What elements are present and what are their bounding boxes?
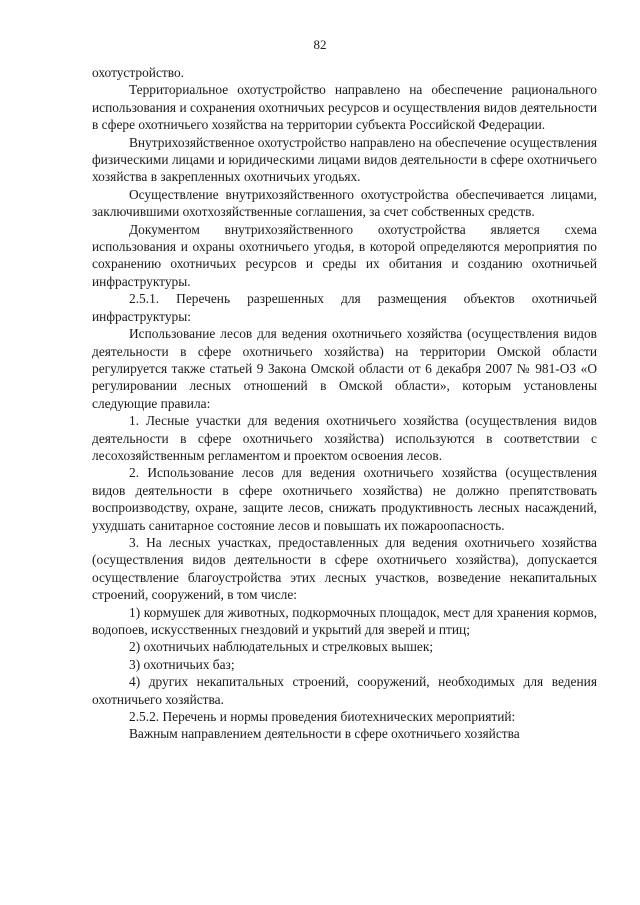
section-heading-2-5-1: 2.5.1. Перечень разрешенных для размещения объектов охотничьей инфраструктуры: — [92, 291, 597, 324]
rule-item-2: 2. Использование лесов для ведения охотничьего хозяйства (осуществления видов деятельности в сфере охотничьего хозяйства) не должно препятствовать воспроизводству, охране, защите лесов, снижать продуктивность лесных насаждений, ухудшать санитарное состояние лесов и повышать их пожароопасность. — [92, 465, 597, 533]
list-item-3: 3) охотничьих баз; — [129, 656, 235, 672]
paragraph-implementation-funding: Осуществление внутрихозяйственного охотустройства обеспечивается лицами, заключившими охотхозяйственные соглашения, за счет собственных средств. — [92, 186, 597, 220]
list-item-1: 1) кормушек для животных, подкормочных площадок, мест для хранения кормов, водопоев, искусственных гнездовий и укрытий для зверей и птиц; — [92, 604, 597, 637]
paragraph-territorial-hunting-management: Территориальное охотустройство направлено на обеспечение рационального использования и сохранения охотничьих ресурсов и осуществления видов деятельности в сфере охотничьего хозяйства на территории субъекта Российской Федерации. — [92, 82, 597, 133]
page-number: 82 — [313, 37, 327, 52]
paragraph-continuation: охотустройство. — [92, 65, 185, 80]
document-body — [92, 64, 597, 743]
paragraph-intra-economic-hunting-management: Внутрихозяйственное охотустройство направлено на обеспечение осуществления физическими лицами и юридическими лицами видов деятельности в сфере охотничьего хозяйства в закрепленных охотничьих угодьях. — [92, 134, 597, 185]
section-heading-2-5-2: 2.5.2. Перечень и нормы проведения биотехнических мероприятий: — [129, 709, 516, 725]
paragraph-forest-use-law: Использование лесов для ведения охотничьего хозяйства (осуществления видов деятельности в сфере охотничьего хозяйства) на территории Омской области регулируется также статьей 9 Закона Омской области от 6 декабря 2007 № 981-ОЗ «О регулировании лесных отношений в Омской области», которым установлены следующие правила: — [92, 326, 597, 411]
paragraph-important-direction: Важным направлением деятельности в сфере охотничьего хозяйства — [129, 726, 520, 742]
rule-item-3: 3. На лесных участках, предоставленных для ведения охотничьего хозяйства (осуществления видов деятельности в сфере охотничьего хозяйства), допускается осуществление благоустройства этих лесных участков, возведение некапитальных строений, сооружений, в том числе: — [92, 534, 597, 603]
list-item-4: 4) других некапитальных строений, сооружений, необходимых для ведения охотничьего хозяйства. — [92, 674, 597, 707]
list-item-2: 2) охотничьих наблюдательных и стрелковых вышек; — [129, 639, 434, 655]
rule-item-1: 1. Лесные участки для ведения охотничьего хозяйства (осуществления видов деятельности в сфере охотничьего хозяйства) используются в соответствии с лесохозяйственным регламентом и проектом освоения лесов. — [92, 413, 597, 463]
paragraph-scheme-document: Документом внутрихозяйственного охотустройства является схема использования и охраны охотничьего угодья, в которой определяются мероприятия по сохранению охотничьих ресурсов и среды их обитания и созданию охотничьей инфраструктуры. — [92, 221, 597, 289]
